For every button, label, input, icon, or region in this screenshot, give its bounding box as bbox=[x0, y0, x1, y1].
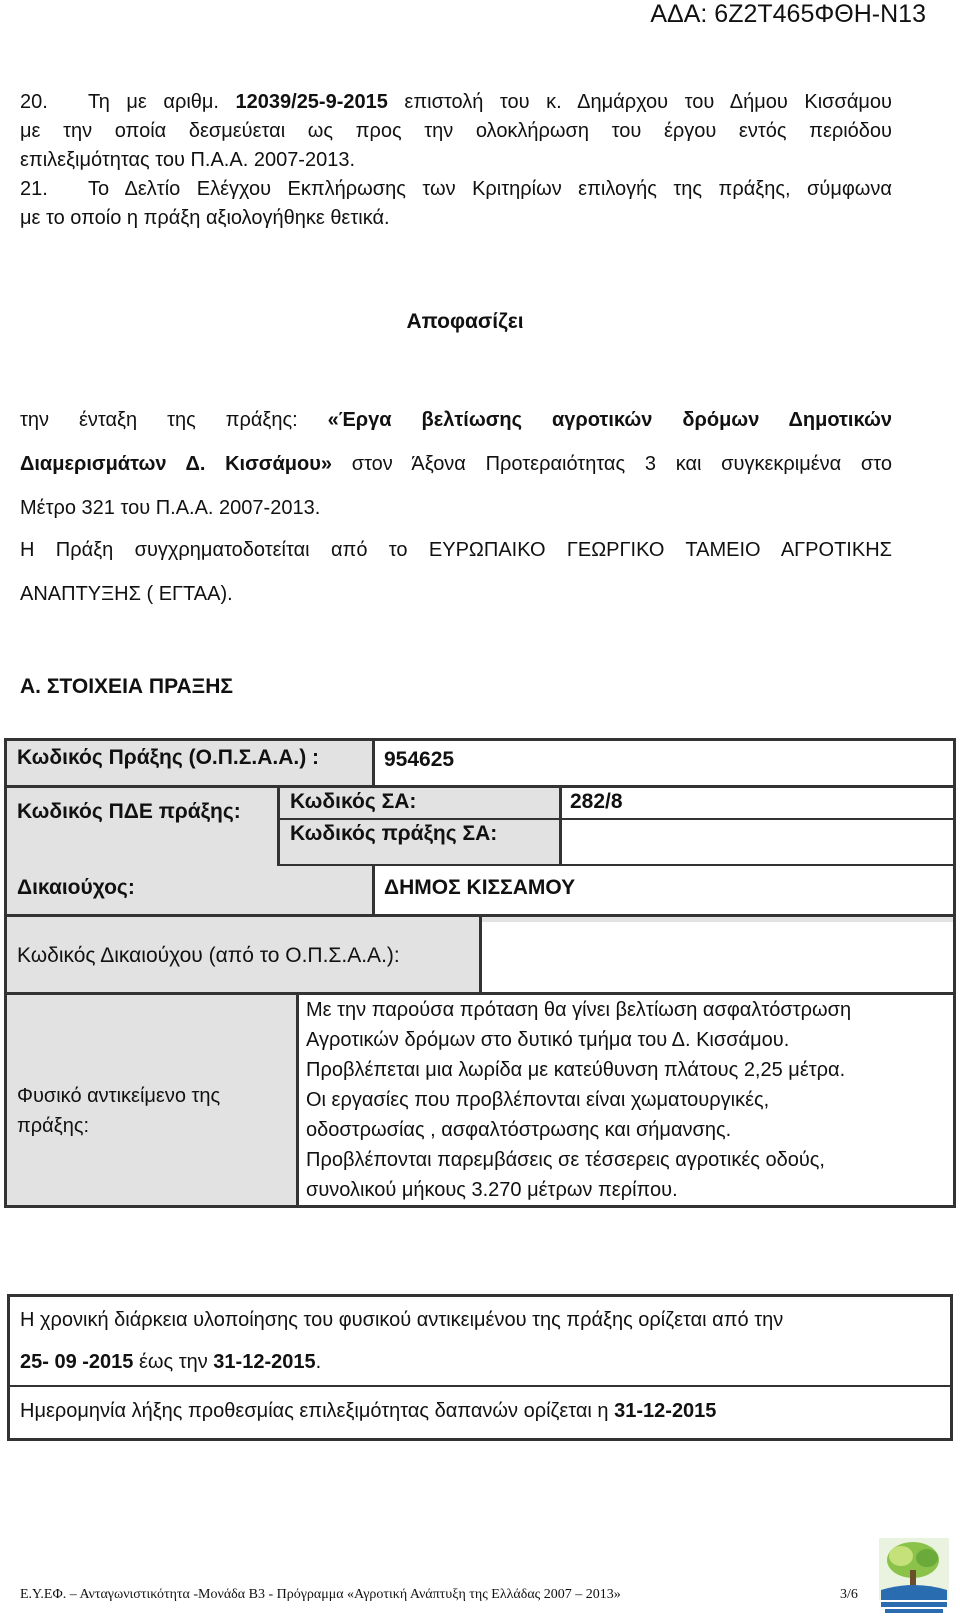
decision-heading: Αποφασίζει bbox=[406, 310, 524, 333]
decision-paragraph-2 bbox=[20, 528, 892, 616]
item-21-line2: με το οποίο η πράξη αξιολογήθηκε θετικά. bbox=[20, 207, 390, 229]
decision-p2-line2: ΑΝΑΠΤΥΞΗΣ ( ΕΓΤΑΑ). bbox=[20, 583, 233, 605]
end-date: 31-12-2015 bbox=[213, 1351, 316, 1373]
item-20-number: 20. bbox=[20, 91, 48, 113]
pde-code-label: Κωδικός ΠΔΕ πράξης: bbox=[7, 788, 277, 866]
deadline-line: Ημερομηνία λήξης προθεσμίας επιλεξιμότητας δαπανών ορίζεται η 31-12-2015 bbox=[20, 1400, 717, 1422]
sa-project-code-label: Κωδικός πράξης ΣΑ: bbox=[280, 820, 559, 864]
item-20-line2: με την οποία δεσμεύεται ως προς την ολοκλήρωση του έργου εντός περιόδου bbox=[20, 120, 892, 142]
sa-code-label: Κωδικός ΣΑ: bbox=[280, 788, 559, 818]
item-21-number: 21. bbox=[20, 178, 48, 200]
duration-box bbox=[7, 1294, 953, 1441]
list-item-21 bbox=[20, 175, 892, 233]
decision-p1-line2: Διαμερισμάτων Δ. Κισσάμου» στον Άξονα Προτεραιότητας 3 και συγκεκριμένα στο bbox=[20, 453, 893, 475]
letter-reference: 12039/25-9-2015 bbox=[235, 91, 388, 113]
project-data-table bbox=[4, 738, 956, 1208]
decision-p1-line3: Μέτρο 321 του Π.Α.Α. 2007-2013. bbox=[20, 497, 321, 519]
page-number: 3/6 bbox=[840, 1587, 858, 1602]
list-item-20 bbox=[20, 88, 892, 175]
physical-object-label: Φυσικό αντικείμενο της πράξης: bbox=[7, 995, 296, 1205]
item-20-line3: επιλεξιμότητας του Π.Α.Α. 2007-2013. bbox=[20, 149, 356, 171]
decision-p1-line1: την ένταξη της πράξης: «Έργα βελτίωσης αγροτικών δρόμων Δημοτικών bbox=[20, 409, 892, 431]
duration-line2: 25- 09 -2015 έως την 31-12-2015. bbox=[20, 1351, 322, 1373]
program-logo bbox=[877, 1536, 951, 1616]
project-code-label: Κωδικός Πράξης (Ο.Π.Σ.Α.Α.) : bbox=[7, 741, 372, 785]
physical-object-description: Με την παρούσα πρόταση θα γίνει βελτίωση ασφαλτόστρωση Αγροτικών δρόμων στο δυτικό τμήμα του Δ. Κισσάμου. Προβλέπεται μια λωρίδα με κατεύθυνση πλάτους 2,25 μέτρα. Οι εργασίες που προβλέπονται είναι χωματουργικές, οδοστρωσίας , ασφαλτόστρωσης και σήμανσης. Προβλέπονται παρεμβάσεις σε τέσσερεις αγροτικές οδούς, συνολικού μήκους 3.270 μέτρων περίπου. bbox=[306, 999, 852, 1201]
project-title-part2: Διαμερισμάτων Δ. Κισσάμου» bbox=[20, 453, 332, 475]
duration-line1: Η χρονική διάρκεια υλοποίησης του φυσικού αντικειμένου της πράξης ορίζεται από την bbox=[20, 1309, 784, 1331]
footer-text: Ε.Υ.ΕΦ. – Ανταγωνιστικότητα -Μονάδα Β3 - Πρόγραμμα «Αγροτική Ανάπτυξη της Ελλάδας 2007 – 2013» bbox=[20, 1587, 621, 1602]
deadline-date: 31-12-2015 bbox=[614, 1400, 717, 1422]
section-a-title: Α. ΣΤΟΙΧΕΙΑ ΠΡΑΞΗΣ bbox=[20, 675, 233, 698]
item-20-line1: 20. Τη με αριθμ. 12039/25-9-2015 επιστολή του κ. Δημάρχου του Δήμου Κισσάμου bbox=[20, 88, 892, 117]
project-code-value: 954625 bbox=[384, 748, 455, 771]
ada-code: ΑΔΑ: 6Ζ2Τ465ΦΘΗ-Ν13 bbox=[650, 0, 926, 28]
decision-p2-line1: Η Πράξη συγχρηματοδοτείται από το ΕΥΡΩΠΑΙΚΟ ΓΕΩΡΓΙΚΟ ΤΑΜΕΙΟ ΑΓΡΟΤΙΚΗΣ bbox=[20, 539, 892, 561]
sa-code-value: 282/8 bbox=[570, 790, 623, 813]
project-title-part1: «Έργα βελτίωσης αγροτικών δρόμων Δημοτικών bbox=[327, 409, 892, 431]
beneficiary-code-label: Κωδικός Δικαιούχου (από το Ο.Π.Σ.Α.Α.): bbox=[7, 922, 479, 992]
beneficiary-value: ΔΗΜΟΣ ΚΙΣΣΑΜΟΥ bbox=[384, 876, 576, 899]
decision-paragraph-1 bbox=[20, 398, 892, 530]
start-date: 25- 09 -2015 bbox=[20, 1351, 134, 1373]
tree-logo-icon bbox=[877, 1536, 951, 1616]
beneficiary-label: Δικαιούχος: bbox=[7, 866, 372, 914]
item-21-line1: 21. Το Δελτίο Ελέγχου Εκπλήρωσης των Κριτηρίων επιλογής της πράξης, σύμφωνα bbox=[20, 175, 892, 204]
